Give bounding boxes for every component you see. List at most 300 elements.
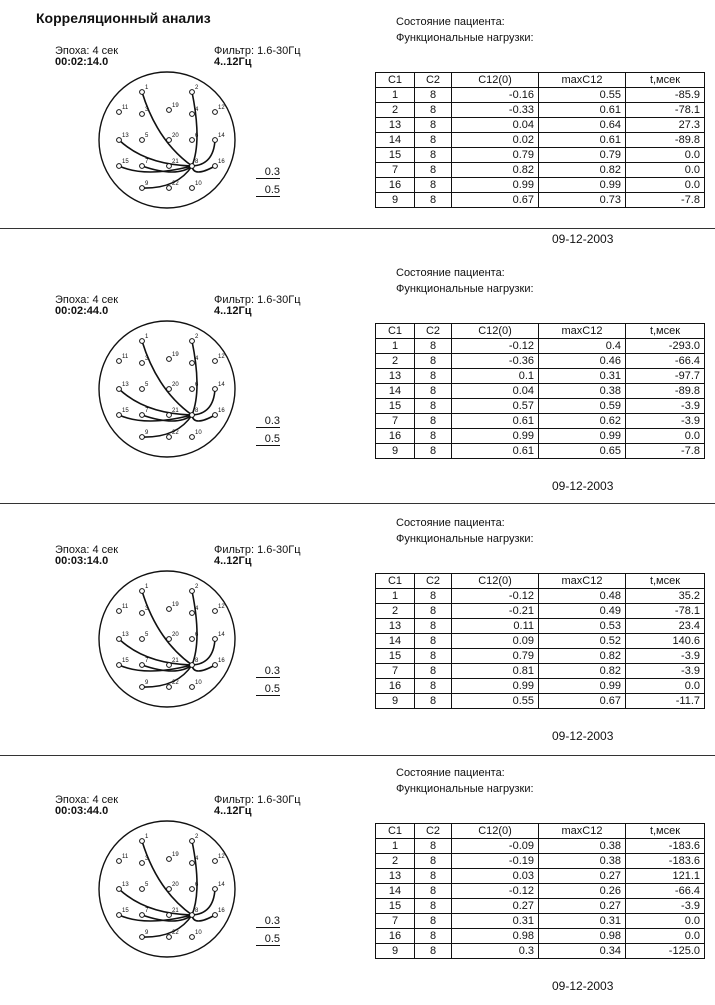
table-cell: -78.1 [626, 103, 705, 118]
table-cell: 16 [376, 929, 415, 944]
electrode-2 [190, 589, 195, 594]
table-cell: 1 [376, 339, 415, 354]
table-cell: 0.82 [452, 163, 539, 178]
electrode-label: 8 [195, 408, 199, 414]
electrode-15 [117, 663, 122, 668]
electrode-label: 5 [145, 632, 149, 638]
electrode-10 [190, 435, 195, 440]
electrode-14 [213, 637, 218, 642]
filter-band: 4..12Гц [214, 805, 252, 817]
table-cell: 0.99 [539, 679, 626, 694]
column-header: C12(0) [452, 824, 539, 839]
electrode-label: 3 [145, 356, 149, 362]
electrode-13 [117, 387, 122, 392]
connection-line-13 [119, 389, 192, 415]
column-header: C2 [415, 73, 452, 88]
electrode-12 [213, 859, 218, 864]
table-cell: 0.04 [452, 384, 539, 399]
table-cell: 1 [376, 88, 415, 103]
electrode-8 [190, 413, 195, 418]
patient-state [396, 765, 534, 797]
electrode-11 [117, 609, 122, 614]
electrode-3 [140, 112, 145, 117]
electrode-label: 16 [218, 908, 225, 914]
table-cell: 0.61 [452, 444, 539, 459]
table-cell: 0.31 [452, 914, 539, 929]
electrode-map [97, 70, 237, 210]
table-cell: 2 [376, 854, 415, 869]
connection-line-2 [192, 841, 197, 915]
table-row [376, 869, 705, 884]
table-cell: -0.12 [452, 589, 539, 604]
table-cell: 0.02 [452, 133, 539, 148]
table-cell: -78.1 [626, 604, 705, 619]
table-row [376, 339, 705, 354]
electrode-label: 4 [195, 356, 199, 362]
electrode-4 [190, 361, 195, 366]
table-cell: 0.03 [452, 869, 539, 884]
electrode-label: 15 [122, 908, 129, 914]
connection-line-1 [142, 841, 192, 915]
state-label: Состояние пациента: [396, 267, 505, 279]
load-label: Функциональные нагрузки: [396, 283, 534, 295]
table-cell: 0.4 [539, 339, 626, 354]
table-cell: -66.4 [626, 884, 705, 899]
table-cell: 121.1 [626, 869, 705, 884]
electrode-label: 14 [218, 382, 225, 388]
filter-block [214, 295, 301, 317]
table-row [376, 634, 705, 649]
table-row [376, 163, 705, 178]
electrode-3 [140, 361, 145, 366]
filter-band: 4..12Гц [214, 56, 252, 68]
electrode-1 [140, 339, 145, 344]
state-label: Состояние пациента: [396, 517, 505, 529]
load-label: Функциональные нагрузки: [396, 783, 534, 795]
panel-divider [0, 503, 715, 504]
filter-block [214, 545, 301, 567]
electrode-22 [167, 935, 172, 940]
column-header: C2 [415, 324, 452, 339]
electrode-2 [190, 90, 195, 95]
scale-value: 0.5 [256, 184, 280, 197]
scale-legend [256, 665, 280, 701]
scale-legend [256, 915, 280, 951]
table-row [376, 914, 705, 929]
table-cell: 0.98 [539, 929, 626, 944]
column-header: maxC12 [539, 824, 626, 839]
electrode-12 [213, 110, 218, 115]
epoch-block [55, 295, 118, 317]
electrode-label: 21 [172, 159, 179, 165]
electrode-label: 1 [145, 85, 149, 91]
table-cell: 9 [376, 944, 415, 959]
table-cell: 8 [415, 148, 452, 163]
electrode-label: 9 [145, 930, 149, 936]
electrode-16 [213, 413, 218, 418]
table-cell: 0.99 [452, 178, 539, 193]
electrode-8 [190, 663, 195, 668]
column-header: t,мсек [626, 824, 705, 839]
connection-line-16 [192, 166, 215, 172]
electrode-22 [167, 685, 172, 690]
table-cell: 8 [415, 399, 452, 414]
head-diagram [97, 569, 237, 709]
table-cell: 8 [415, 619, 452, 634]
table-cell: -7.8 [626, 193, 705, 208]
analysis-panel [0, 765, 715, 995]
electrode-8 [190, 913, 195, 918]
electrode-label: 4 [195, 856, 199, 862]
electrode-label: 8 [195, 159, 199, 165]
electrode-21 [167, 913, 172, 918]
table-cell: 8 [415, 944, 452, 959]
table-cell: 0.0 [626, 929, 705, 944]
electrode-label: 19 [172, 602, 179, 608]
column-header: t,мсек [626, 324, 705, 339]
table-cell: 8 [415, 664, 452, 679]
table-cell: 15 [376, 399, 415, 414]
epoch-time: 00:02:14.0 [55, 56, 109, 68]
table-cell: 140.6 [626, 634, 705, 649]
state-label: Состояние пациента: [396, 767, 505, 779]
electrode-label: 10 [195, 430, 202, 436]
table-row [376, 88, 705, 103]
electrode-13 [117, 637, 122, 642]
electrode-9 [140, 186, 145, 191]
record-date: 09-12-2003 [552, 479, 614, 493]
table-cell: -11.7 [626, 694, 705, 709]
table-cell: 0.62 [539, 414, 626, 429]
electrode-label: 5 [145, 882, 149, 888]
table-cell: -0.19 [452, 854, 539, 869]
table-cell: 0.49 [539, 604, 626, 619]
table-cell: -183.6 [626, 839, 705, 854]
epoch-time: 00:03:44.0 [55, 805, 109, 817]
table-row [376, 118, 705, 133]
table-row [376, 589, 705, 604]
table-cell: 13 [376, 869, 415, 884]
table-cell: -125.0 [626, 944, 705, 959]
table-cell: 0.79 [452, 649, 539, 664]
table-cell: 0.99 [452, 429, 539, 444]
table-cell: 8 [415, 899, 452, 914]
table-cell: 0.79 [539, 148, 626, 163]
table-header-row [376, 324, 705, 339]
electrode-7 [140, 413, 145, 418]
table-cell: -0.12 [452, 884, 539, 899]
table-cell: 8 [415, 604, 452, 619]
electrode-19 [167, 357, 172, 362]
table-cell: 0.38 [539, 384, 626, 399]
table-cell: 0.31 [539, 369, 626, 384]
electrode-label: 6 [195, 382, 199, 388]
electrode-label: 22 [172, 680, 179, 686]
electrode-label: 15 [122, 658, 129, 664]
page-title: Корреляционный анализ [36, 10, 211, 26]
table-cell: 8 [415, 679, 452, 694]
electrode-label: 10 [195, 181, 202, 187]
table-row [376, 944, 705, 959]
electrode-label: 19 [172, 852, 179, 858]
table-row [376, 103, 705, 118]
electrode-label: 16 [218, 658, 225, 664]
table-cell: 8 [415, 339, 452, 354]
filter-band: 4..12Гц [214, 555, 252, 567]
electrode-5 [140, 637, 145, 642]
table-cell: 8 [415, 634, 452, 649]
electrode-label: 15 [122, 408, 129, 414]
electrode-label: 11 [122, 354, 129, 360]
connection-line-16 [192, 415, 215, 421]
electrode-1 [140, 839, 145, 844]
table-cell: 0.82 [539, 163, 626, 178]
electrode-14 [213, 387, 218, 392]
table-cell: 0.99 [452, 679, 539, 694]
table-cell: 0.0 [626, 178, 705, 193]
electrode-label: 20 [172, 882, 179, 888]
electrode-label: 11 [122, 604, 129, 610]
electrode-20 [167, 637, 172, 642]
table-cell: 2 [376, 103, 415, 118]
electrode-map [97, 819, 237, 959]
epoch-label: Эпоха: 4 сек [55, 544, 119, 556]
epoch-block [55, 795, 118, 817]
electrode-label: 21 [172, 658, 179, 664]
scale-value: 0.3 [256, 665, 280, 678]
table-cell: 27.3 [626, 118, 705, 133]
connection-line-2 [192, 341, 197, 415]
electrode-map [97, 569, 237, 709]
table-cell: -3.9 [626, 414, 705, 429]
table-cell: 0.27 [539, 869, 626, 884]
connection-line-1 [142, 92, 192, 166]
table-cell: 15 [376, 649, 415, 664]
table-row [376, 884, 705, 899]
correlation-table [375, 823, 705, 959]
analysis-panel [0, 515, 715, 745]
electrode-label: 11 [122, 105, 129, 111]
electrode-5 [140, 887, 145, 892]
scale-value: 0.3 [256, 915, 280, 928]
filter-block [214, 795, 301, 817]
table-row [376, 899, 705, 914]
electrode-20 [167, 138, 172, 143]
connection-line-13 [119, 639, 192, 665]
table-cell: 0.0 [626, 429, 705, 444]
electrode-label: 8 [195, 908, 199, 914]
electrode-label: 22 [172, 430, 179, 436]
electrode-label: 20 [172, 133, 179, 139]
table-cell: 0.52 [539, 634, 626, 649]
patient-state [396, 515, 534, 547]
table-cell: -293.0 [626, 339, 705, 354]
table-cell: 0.73 [539, 193, 626, 208]
filter-label: Фильтр: 1.6-30Гц [214, 294, 301, 306]
electrode-label: 15 [122, 159, 129, 165]
electrode-label: 6 [195, 882, 199, 888]
scale-value: 0.3 [256, 166, 280, 179]
electrode-label: 16 [218, 408, 225, 414]
head-diagram [97, 819, 237, 959]
table-row [376, 854, 705, 869]
correlation-table [375, 72, 705, 208]
electrode-label: 7 [145, 159, 149, 165]
table-cell: 0.61 [539, 103, 626, 118]
table-cell: 8 [415, 929, 452, 944]
connection-line-13 [119, 889, 192, 915]
filter-label: Фильтр: 1.6-30Гц [214, 794, 301, 806]
table-cell: 16 [376, 679, 415, 694]
electrode-label: 5 [145, 133, 149, 139]
table-cell: 0.65 [539, 444, 626, 459]
scale-value: 0.5 [256, 933, 280, 946]
table-cell: -0.33 [452, 103, 539, 118]
table-cell: 14 [376, 384, 415, 399]
analysis-panel [0, 265, 715, 495]
electrode-label: 12 [218, 854, 225, 860]
connection-line-16 [192, 665, 215, 671]
table-row [376, 193, 705, 208]
electrode-6 [190, 138, 195, 143]
scale-legend [256, 166, 280, 202]
table-cell: -0.09 [452, 839, 539, 854]
electrode-label: 20 [172, 632, 179, 638]
table-cell: -183.6 [626, 854, 705, 869]
table-row [376, 369, 705, 384]
table-row [376, 429, 705, 444]
table-row [376, 664, 705, 679]
table-row [376, 619, 705, 634]
table-cell: 8 [415, 429, 452, 444]
head-diagram [97, 319, 237, 459]
analysis-panel [0, 14, 715, 244]
electrode-label: 6 [195, 632, 199, 638]
electrode-label: 7 [145, 408, 149, 414]
electrode-label: 2 [195, 834, 199, 840]
column-header: C1 [376, 824, 415, 839]
electrode-7 [140, 164, 145, 169]
load-label: Функциональные нагрузки: [396, 533, 534, 545]
table-cell: 15 [376, 899, 415, 914]
table-cell: 13 [376, 118, 415, 133]
electrode-label: 21 [172, 908, 179, 914]
table-cell: 8 [415, 839, 452, 854]
column-header: maxC12 [539, 73, 626, 88]
table-cell: 0.67 [452, 193, 539, 208]
table-cell: 0.61 [539, 133, 626, 148]
electrode-label: 3 [145, 856, 149, 862]
table-cell: 8 [415, 133, 452, 148]
table-cell: 0.04 [452, 118, 539, 133]
table-cell: 7 [376, 914, 415, 929]
table-cell: 13 [376, 619, 415, 634]
filter-block [214, 46, 301, 68]
table-cell: 0.82 [539, 664, 626, 679]
electrode-6 [190, 887, 195, 892]
electrode-label: 19 [172, 103, 179, 109]
electrode-label: 9 [145, 680, 149, 686]
electrode-4 [190, 861, 195, 866]
table-row [376, 649, 705, 664]
table-cell: -7.8 [626, 444, 705, 459]
electrode-13 [117, 887, 122, 892]
table-header-row [376, 73, 705, 88]
table-cell: 7 [376, 664, 415, 679]
head-diagram [97, 70, 237, 210]
table-row [376, 679, 705, 694]
scale-value: 0.5 [256, 433, 280, 446]
electrode-label: 20 [172, 382, 179, 388]
electrode-2 [190, 339, 195, 344]
table-cell: -89.8 [626, 384, 705, 399]
table-cell: 0.31 [539, 914, 626, 929]
electrode-9 [140, 935, 145, 940]
electrode-label: 22 [172, 930, 179, 936]
column-header: C2 [415, 824, 452, 839]
table-row [376, 133, 705, 148]
record-date: 09-12-2003 [552, 232, 614, 246]
electrode-7 [140, 913, 145, 918]
table-row [376, 929, 705, 944]
table-cell: -0.21 [452, 604, 539, 619]
electrode-label: 21 [172, 408, 179, 414]
table-cell: 0.1 [452, 369, 539, 384]
electrode-label: 14 [218, 882, 225, 888]
filter-label: Фильтр: 1.6-30Гц [214, 544, 301, 556]
electrode-label: 3 [145, 107, 149, 113]
connection-line-1 [142, 341, 192, 415]
table-cell: 8 [415, 118, 452, 133]
electrode-label: 13 [122, 133, 129, 139]
table-cell: 0.55 [539, 88, 626, 103]
table-cell: 8 [415, 914, 452, 929]
table-cell: 9 [376, 694, 415, 709]
electrode-label: 13 [122, 882, 129, 888]
electrode-label: 16 [218, 159, 225, 165]
electrode-10 [190, 186, 195, 191]
table-cell: 14 [376, 133, 415, 148]
table-cell: -0.12 [452, 339, 539, 354]
electrode-label: 14 [218, 632, 225, 638]
electrode-6 [190, 637, 195, 642]
electrode-label: 9 [145, 430, 149, 436]
epoch-block [55, 46, 118, 68]
electrode-4 [190, 611, 195, 616]
epoch-time: 00:02:44.0 [55, 305, 109, 317]
electrode-label: 2 [195, 85, 199, 91]
table-row [376, 148, 705, 163]
table-cell: 8 [415, 354, 452, 369]
electrode-22 [167, 186, 172, 191]
electrode-7 [140, 663, 145, 668]
column-header: C1 [376, 574, 415, 589]
table-row [376, 839, 705, 854]
panel-divider [0, 228, 715, 229]
filter-label: Фильтр: 1.6-30Гц [214, 45, 301, 57]
correlation-table [375, 573, 705, 709]
electrode-label: 7 [145, 908, 149, 914]
table-cell: -3.9 [626, 899, 705, 914]
table-row [376, 694, 705, 709]
table-cell: 14 [376, 884, 415, 899]
electrode-6 [190, 387, 195, 392]
electrode-19 [167, 108, 172, 113]
electrode-20 [167, 387, 172, 392]
table-cell: -66.4 [626, 354, 705, 369]
electrode-19 [167, 857, 172, 862]
electrode-20 [167, 887, 172, 892]
